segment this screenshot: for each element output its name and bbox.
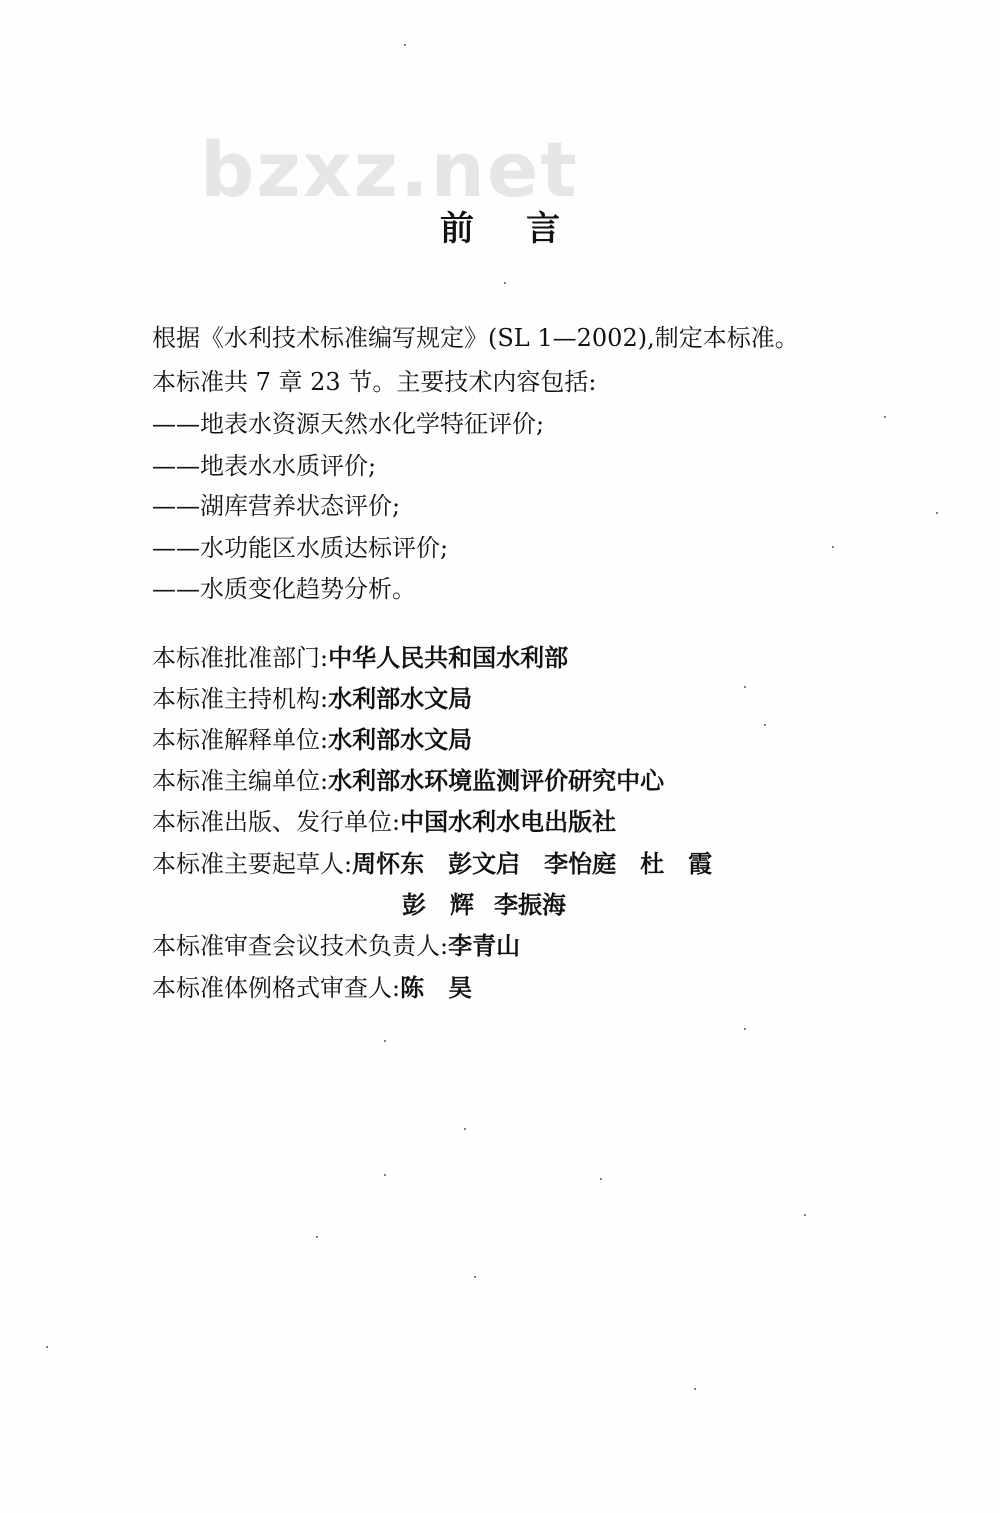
title-char-1: 前	[440, 209, 474, 249]
drafter-name: 彭文启	[448, 850, 521, 878]
watermark: bzxz.net	[200, 125, 579, 214]
reviewer-value: 李青山	[448, 932, 521, 960]
scan-speck	[744, 1028, 746, 1030]
scan-speck	[832, 546, 834, 548]
content-item-1: ——地表水资源天然水化学特征评价;	[152, 410, 545, 438]
editor-value: 水利部水环境监测评价研究中心	[328, 767, 665, 795]
scan-speck	[384, 1040, 386, 1042]
publisher-unit	[152, 810, 616, 834]
drafters-label: 本标准主要起草人:	[152, 850, 353, 878]
scan-speck	[504, 282, 506, 284]
scan-speck	[316, 1236, 318, 1238]
intro-line-basis: 根据《水利技术标准编写规定》(SL 1—2002),制定本标准。	[152, 324, 799, 352]
main-drafters	[152, 852, 712, 876]
intro-line-scope: 本标准共 7 章 23 节。主要技术内容包括:	[152, 368, 597, 396]
scan-speck	[404, 44, 406, 46]
chief-editor-unit	[152, 769, 664, 793]
interpretation-unit	[152, 728, 472, 752]
content-item-5: ——水质变化趋势分析。	[152, 575, 416, 603]
scan-speck	[46, 1346, 48, 1348]
format-value: 陈 昊	[400, 974, 473, 1002]
approval-label: 本标准批准部门:	[152, 644, 329, 672]
content-item-3: ——湖库营养状态评价;	[152, 492, 401, 520]
drafter-name: 周怀东	[352, 850, 425, 878]
host-value: 水利部水文局	[328, 685, 473, 713]
approval-value: 中华人民共和国水利部	[328, 644, 569, 672]
main-drafters-continued	[402, 893, 566, 917]
title-char-2: 言	[526, 209, 560, 249]
approval-department	[152, 646, 568, 670]
scan-speck	[764, 724, 766, 726]
scan-speck	[884, 416, 886, 418]
scan-speck	[744, 686, 746, 688]
editor-label: 本标准主编单位:	[152, 767, 329, 795]
scan-speck	[694, 1388, 696, 1390]
interpret-label: 本标准解释单位:	[152, 726, 329, 754]
review-technical-lead	[152, 934, 520, 958]
content-item-2: ——地表水水质评价;	[152, 452, 377, 480]
publisher-value: 中国水利水电出版社	[400, 808, 617, 836]
reviewer-label: 本标准审查会议技术负责人:	[152, 932, 449, 960]
format-reviewer	[152, 976, 472, 1000]
interpret-value: 水利部水文局	[328, 726, 473, 754]
host-label: 本标准主持机构:	[152, 685, 329, 713]
host-institution	[152, 687, 472, 711]
page-title	[0, 209, 1000, 249]
scan-speck	[804, 1214, 806, 1216]
drafter-name: 彭 辉	[402, 891, 474, 919]
scan-speck	[936, 512, 938, 514]
scan-speck	[474, 1276, 476, 1278]
publisher-label: 本标准出版、发行单位:	[152, 808, 401, 836]
scan-speck	[384, 1174, 386, 1176]
drafter-name: 杜 霞	[640, 850, 713, 878]
drafter-name: 李怡庭	[544, 850, 617, 878]
scan-speck	[600, 1178, 602, 1180]
format-label: 本标准体例格式审查人:	[152, 974, 401, 1002]
drafter-name: 李振海	[494, 891, 566, 919]
scan-speck	[464, 1128, 466, 1130]
content-item-4: ——水功能区水质达标评价;	[152, 534, 449, 562]
